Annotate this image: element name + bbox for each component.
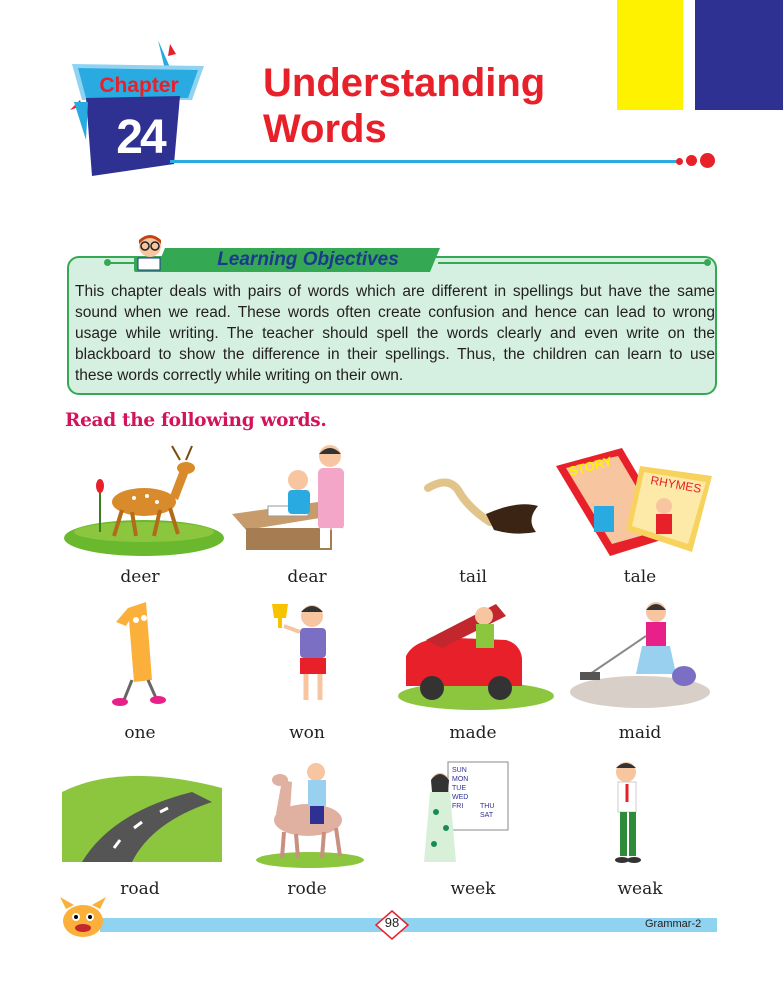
chapter-title bbox=[263, 60, 603, 152]
svg-text:SUN: SUN bbox=[452, 767, 467, 774]
svg-text:SAT: SAT bbox=[480, 812, 494, 819]
footer-book-label: Grammar-2 bbox=[645, 918, 702, 930]
instruction-heading: Read the following words. bbox=[65, 410, 327, 431]
objectives-line-1: This chapter deals with pairs of words which are different in spellings but have the same bbox=[75, 283, 715, 300]
weak-man-illustration bbox=[560, 752, 725, 872]
objectives-line-4: blackboard to show the difference in their spellings. Thus, the children can learn to use bbox=[75, 346, 715, 363]
word-won: won bbox=[289, 723, 325, 743]
chapter-number: 24 bbox=[116, 111, 164, 164]
word-one: one bbox=[124, 723, 156, 743]
title-underline bbox=[170, 160, 680, 163]
title-dot-medium bbox=[686, 155, 697, 166]
corner-navy-block bbox=[695, 0, 783, 110]
word-dear: dear bbox=[287, 567, 327, 587]
book-title-rhymes: RHYMES bbox=[649, 473, 703, 496]
maid-vacuuming-illustration bbox=[560, 596, 725, 716]
word-week: week bbox=[450, 879, 496, 899]
objectives-line-5: these words correctly while writing on their own. bbox=[75, 367, 404, 384]
word-deer: deer bbox=[120, 567, 160, 587]
boy-with-trophy-illustration bbox=[226, 596, 391, 716]
svg-text:FRI: FRI bbox=[452, 803, 464, 810]
chapter-title-line-1: Understanding bbox=[263, 61, 546, 105]
svg-text:THU: THU bbox=[480, 803, 495, 810]
word-maid: maid bbox=[618, 723, 662, 743]
storybooks-illustration bbox=[552, 440, 717, 560]
title-dot-large bbox=[700, 153, 715, 168]
svg-text:MON: MON bbox=[452, 776, 469, 783]
objectives-line-2: sound when we read. These words often create confusion and hence can lead to wrong bbox=[75, 304, 715, 321]
word-tail: tail bbox=[459, 567, 487, 587]
objectives-banner bbox=[155, 248, 440, 272]
woman-with-calendar-illustration bbox=[396, 752, 561, 872]
road-illustration bbox=[62, 752, 227, 872]
reading-child-icon bbox=[130, 232, 170, 274]
word-made: made bbox=[449, 723, 497, 743]
title-dot-small bbox=[676, 158, 683, 165]
book-title-story: STORY bbox=[567, 453, 614, 479]
svg-text:TUE: TUE bbox=[452, 785, 466, 792]
objectives-right-rule bbox=[438, 262, 706, 264]
deer-illustration bbox=[62, 440, 227, 560]
father-child-illustration bbox=[228, 440, 393, 560]
mascot-icon bbox=[58, 895, 108, 940]
number-one-character-illustration bbox=[60, 596, 225, 716]
objectives-heading: Learning Objectives bbox=[217, 249, 399, 270]
page-number: 98 bbox=[384, 915, 400, 930]
objectives-line-3: usage while writing. The teacher should spell the words clearly and even write on the bbox=[75, 325, 715, 342]
word-rode: rode bbox=[287, 879, 327, 899]
chapter-badge bbox=[62, 40, 222, 180]
objectives-dot-right bbox=[704, 259, 711, 266]
word-weak: weak bbox=[617, 879, 663, 899]
chapter-title-line-2: Words bbox=[263, 107, 387, 151]
corner-yellow-block bbox=[617, 0, 683, 110]
svg-text:WED: WED bbox=[452, 794, 469, 801]
badge-chapter-label: Chapter bbox=[99, 74, 179, 97]
tail-brush-illustration bbox=[398, 440, 563, 560]
word-tale: tale bbox=[623, 567, 657, 587]
word-road: road bbox=[120, 879, 160, 899]
objectives-dot-left bbox=[104, 259, 111, 266]
mechanic-car-illustration bbox=[396, 596, 561, 716]
man-on-horse-illustration bbox=[226, 752, 391, 872]
